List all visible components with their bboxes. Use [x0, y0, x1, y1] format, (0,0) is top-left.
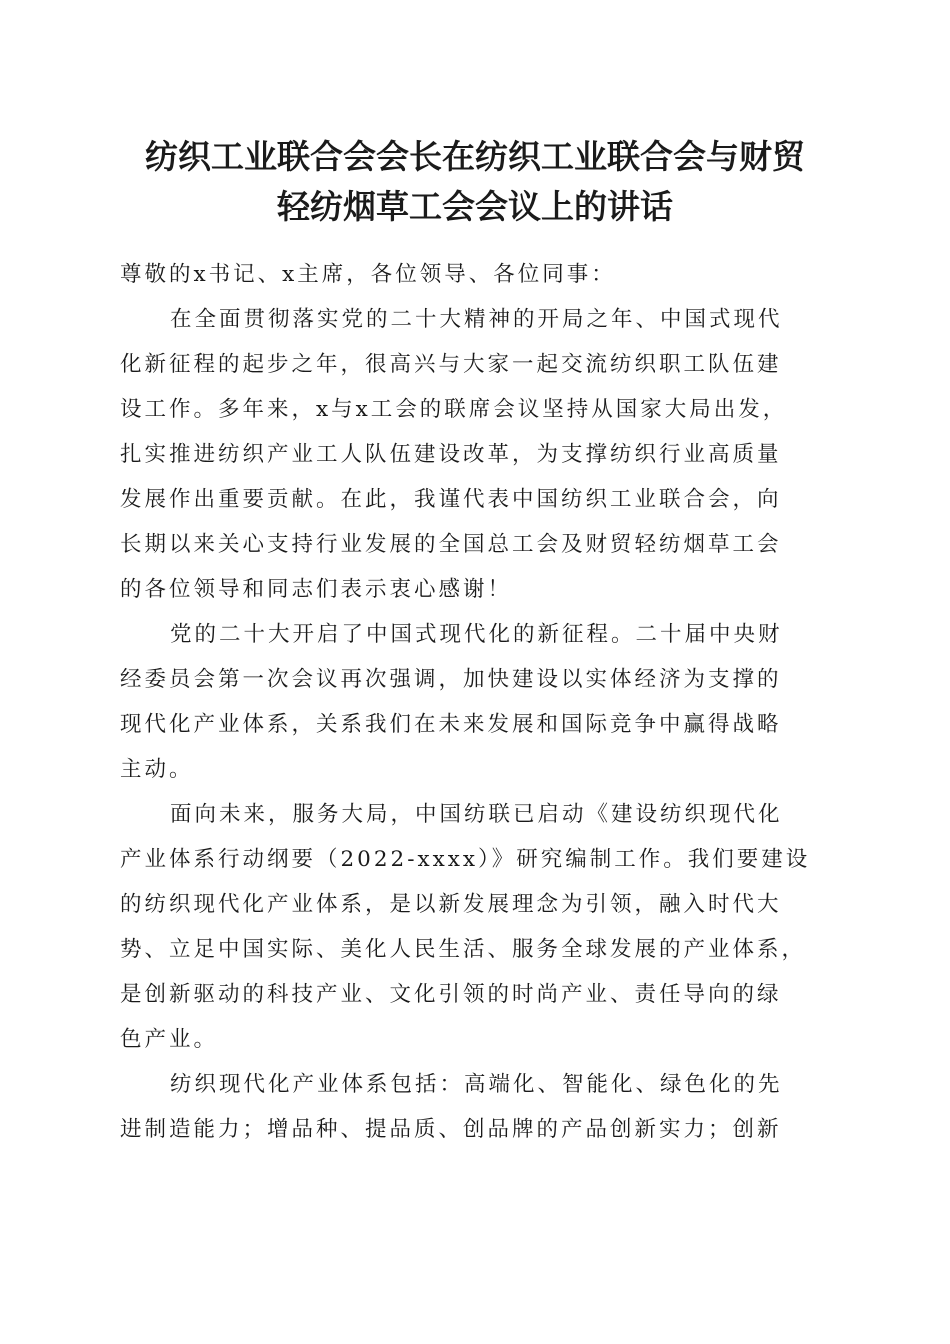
- paragraph-1: [120, 297, 830, 612]
- text-line: 的纺织现代化产业体系，是以新发展理念为引领，融入时代大: [120, 892, 782, 917]
- text-line: 党的二十大开启了中国式现代化的新征程。二十届中央财: [170, 622, 783, 647]
- text-line: 设工作。多年来，x与x工会的联席会议坚持从国家大局出发，: [120, 397, 788, 422]
- text-line: 经委员会第一次会议再次强调，加快建设以实体经济为支撑的: [120, 667, 782, 692]
- text-line: 现代化产业体系，关系我们在未来发展和国际竞争中赢得战略: [120, 712, 782, 737]
- paragraph-3: [120, 792, 830, 1062]
- document-title: [100, 132, 850, 232]
- text-line: 在全面贯彻落实党的二十大精神的开局之年、中国式现代: [170, 307, 783, 332]
- salutation-line: 尊敬的x书记、x主席，各位领导、各位同事：: [120, 262, 616, 287]
- text-line: 发展作出重要贡献。在此，我谨代表中国纺织工业联合会，向: [120, 487, 782, 512]
- text-line: 纺织现代化产业体系包括：高端化、智能化、绿色化的先: [170, 1072, 783, 1097]
- text-line: 化新征程的起步之年，很高兴与大家一起交流纺织职工队伍建: [120, 352, 782, 377]
- text-line: 产业体系行动纲要（2022-xxxx）》研究编制工作。我们要建设: [120, 847, 811, 872]
- paragraph-2: [120, 612, 830, 792]
- text-line: 扎实推进纺织产业工人队伍建设改革，为支撑纺织行业高质量: [120, 442, 782, 467]
- title-line-1: 纺织工业联合会会长在纺织工业联合会与财贸: [145, 137, 805, 176]
- paragraph-4: [120, 1062, 830, 1152]
- document-body: [120, 252, 830, 1152]
- text-line: 色产业。: [120, 1027, 219, 1052]
- title-line-2: 轻纺烟草工会会议上的讲话: [277, 187, 673, 226]
- salutation: [120, 252, 830, 297]
- text-line: 主动。: [120, 757, 194, 782]
- text-line: 的各位领导和同志们表示衷心感谢！: [120, 577, 513, 602]
- text-line: 进制造能力；增品种、提品质、创品牌的产品创新实力；创新: [120, 1117, 782, 1142]
- text-line: 是创新驱动的科技产业、文化引领的时尚产业、责任导向的绿: [120, 982, 782, 1007]
- text-line: 面向未来，服务大局，中国纺联已启动《建设纺织现代化: [170, 802, 783, 827]
- text-line: 势、立足中国实际、美化人民生活、服务全球发展的产业体系，: [120, 937, 807, 962]
- text-line: 长期以来关心支持行业发展的全国总工会及财贸轻纺烟草工会: [120, 532, 782, 557]
